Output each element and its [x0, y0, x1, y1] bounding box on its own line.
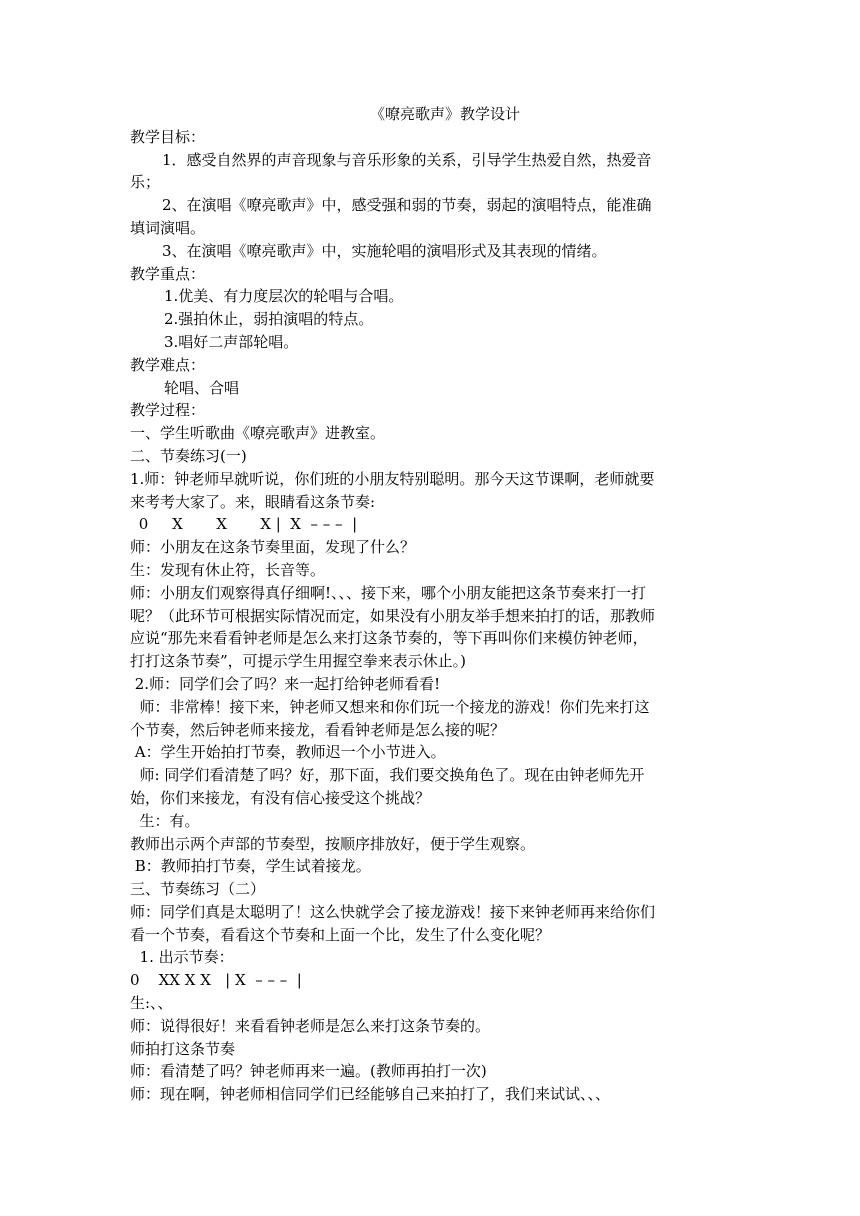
paragraph-line: 生:、、: [130, 994, 173, 1013]
paragraph-line: 呢？（此环节可根据实际情况而定，如果没有小朋友举手想来拍打的话，那教师: [130, 606, 656, 625]
section-heading-key-points: 教学重点：: [130, 264, 206, 283]
paragraph-line: 师：看清楚了吗？钟老师再来一遍。(教师再拍打一次): [130, 1062, 487, 1081]
paragraph-line: 师：小朋友们观察得真仔细啊!、、、接下来，哪个小朋友能把这条节奏来打一打: [130, 583, 647, 602]
paragraph-line: 应说“那先来看看钟老师是怎么来打这条节奏的，等下再叫你们来模仿钟老师，: [130, 629, 648, 648]
paragraph-line: 生：有。: [130, 811, 200, 830]
paragraph-line: 教师出示两个声部的节奏型，按顺序排放好，便于学生观察。: [130, 834, 536, 853]
paragraph-line: 1.优美、有力度层次的轮唱与合唱。: [164, 287, 404, 306]
paragraph-line: 师: 同学们看清楚了吗？好，那下面，我们要交换角色了。现在由钟老师先开: [130, 766, 645, 785]
paragraph-line: 师：非常棒！接下来，钟老师又想来和你们玩一个接龙的游戏！你们先来打这: [130, 697, 650, 716]
paragraph-line: 打打这条节奏”，可提示学生用握空拳来表示休止。): [130, 652, 467, 671]
paragraph-line: 生：发现有休止符，长音等。: [130, 560, 326, 579]
paragraph-line: 1. 出示节奏：: [130, 948, 234, 967]
paragraph-line: B：教师拍打节奏，学生试着接龙。: [130, 857, 371, 876]
paragraph-line: 轮唱、合唱: [164, 378, 240, 397]
paragraph-line: 2.强拍休止，弱拍演唱的特点。: [164, 310, 374, 329]
paragraph-line: A：学生开始拍打节奏，教师迟一个小节进入。: [130, 743, 446, 762]
paragraph-line: 个节奏，然后钟老师来接龙，看看钟老师是怎么接的呢？: [130, 720, 506, 739]
section-heading-objectives: 教学目标：: [130, 127, 206, 146]
paragraph-line: 2.师：同学们会了吗？来一起打给钟老师看看!: [130, 674, 441, 693]
rhythm-notation: 0 XX X X | X – – – |: [130, 971, 302, 990]
paragraph-line: 3.唱好二声部轮唱。: [164, 332, 299, 351]
section-heading-process: 教学过程：: [130, 401, 206, 420]
rhythm-notation: 0 X X X | X – – – |: [134, 515, 358, 534]
document-body: [130, 103, 730, 1106]
paragraph-line: 来考考大家了。来，眼睛看这条节奏:: [130, 492, 376, 511]
paragraph-line: 师拍打这条节奏: [130, 1039, 236, 1058]
paragraph-line: 一、学生听歌曲《嘹亮歌声》进教室。: [130, 424, 386, 443]
paragraph-line: 三、节奏练习（二）: [130, 880, 266, 899]
document-title: 《嘹亮歌声》教学设计: [369, 105, 520, 123]
paragraph-line: 师：现在啊，钟老师相信同学们已经能够自己来拍打了，我们来试试、、、: [130, 1085, 611, 1104]
paragraph-line: 1．感受自然界的声音现象与音乐形象的关系，引导学生热爱自然，热爱音: [162, 150, 652, 169]
paragraph-line: 乐；: [130, 173, 161, 192]
paragraph-line: 填词演唱。: [130, 218, 206, 237]
paragraph-line: 2、在演唱《嘹亮歌声》中，感受强和弱的节奏，弱起的演唱特点，能准确: [162, 196, 652, 215]
section-heading-difficulties: 教学难点：: [130, 355, 206, 374]
paragraph-line: 3、在演唱《嘹亮歌声》中，实施轮唱的演唱形式及其表现的情绪。: [162, 241, 607, 260]
paragraph-line: 师：同学们真是太聪明了！这么快就学会了接龙游戏！接下来钟老师再来给你们: [130, 902, 656, 921]
paragraph-line: 师：说得很好！来看看钟老师是怎么来打这条节奏的。: [130, 1016, 491, 1035]
paragraph-line: 看一个节奏，看看这个节奏和上面一个比，发生了什么变化呢？: [130, 925, 551, 944]
paragraph-line: 1.师：钟老师早就听说，你们班的小朋友特别聪明。那今天这节课啊，老师就要: [130, 469, 655, 488]
paragraph-line: 始，你们来接龙，有没有信心接受这个挑战？: [130, 788, 431, 807]
paragraph-line: 二、节奏练习(一): [130, 446, 247, 465]
paragraph-line: 师：小朋友在这条节奏里面，发现了什么？: [130, 538, 416, 557]
